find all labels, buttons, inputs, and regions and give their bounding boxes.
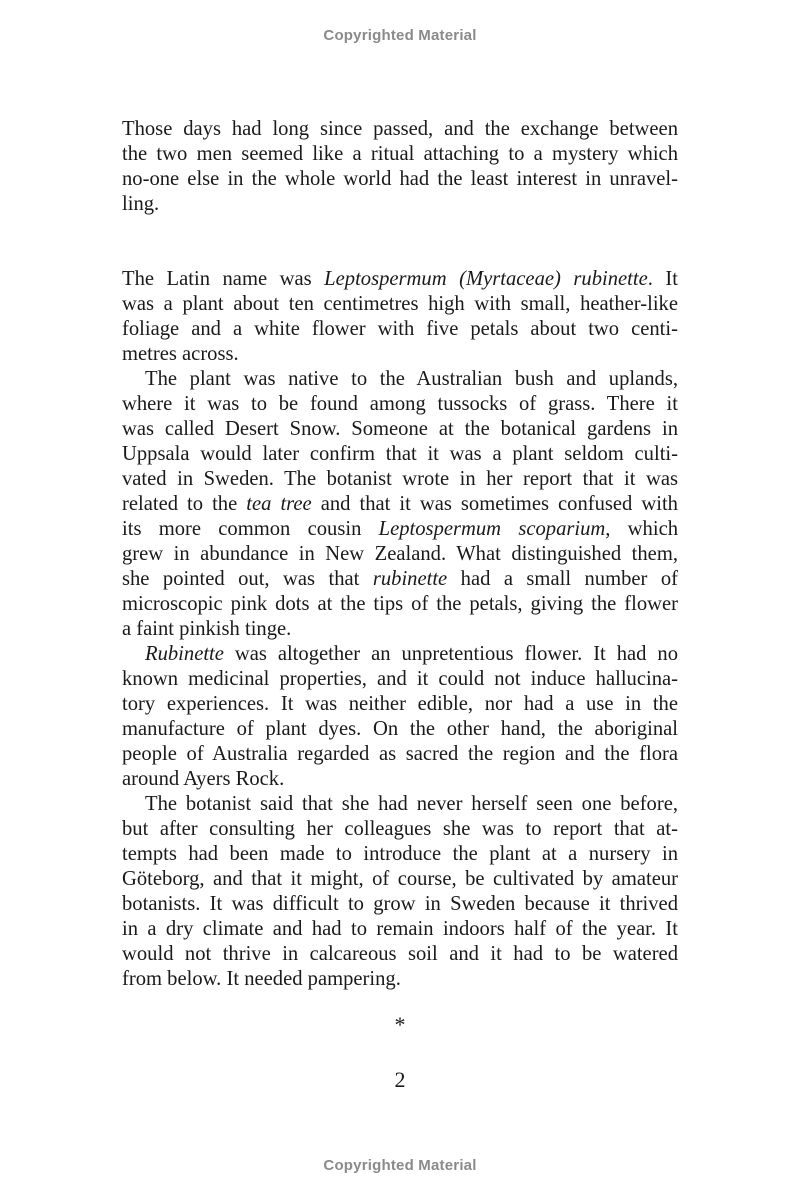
text-line — [122, 442, 678, 467]
text-run: but after consulting her colleagues she was to report that at- — [122, 818, 678, 840]
text-run: was a plant about ten centimetres high with small, heather-like — [122, 293, 678, 315]
paragraph — [122, 367, 678, 642]
text-run: microscopic pink dots at the tips of the petals, giving the flower — [122, 593, 678, 615]
text-run: and that it was sometimes confused with — [311, 493, 678, 515]
text-run: . It — [647, 268, 678, 290]
text-run: the two men seemed like a ritual attaching to a mystery which — [122, 143, 678, 165]
text-line — [122, 317, 678, 342]
text-run: where it was to be found among tussocks of grass. There it — [122, 393, 678, 415]
text-run: tory experiences. It was neither edible, nor had a use in the — [122, 693, 678, 715]
text-run: grew in abundance in New Zealand. What distinguished them, — [122, 543, 678, 565]
text-line — [122, 692, 678, 717]
text-run: The botanist said that she had never herself seen one before, — [145, 793, 678, 815]
text-line — [122, 267, 678, 292]
paragraph — [122, 792, 678, 992]
text-run: was called Desert Snow. Someone at the botanical gardens in — [122, 418, 678, 440]
text-line — [122, 517, 678, 542]
text-run: The Latin name was — [122, 268, 325, 290]
text-line — [122, 142, 678, 167]
text-line — [122, 117, 678, 142]
text-run: she pointed out, was that — [122, 568, 373, 590]
text-run: around Ayers Rock. — [122, 768, 285, 790]
text-run: people of Australia regarded as sacred the region and the flora — [122, 743, 678, 765]
text-line — [122, 492, 678, 517]
text-run: in a dry climate and had to remain indoors half of the year. It — [122, 918, 678, 940]
italic-term: tea tree — [246, 493, 312, 515]
text-run: , which — [605, 518, 678, 540]
paragraph — [122, 117, 678, 217]
text-line — [122, 617, 678, 642]
text-line — [122, 792, 678, 817]
text-line — [122, 592, 678, 617]
text-line — [122, 892, 678, 917]
text-run: its more common cousin — [122, 518, 379, 540]
text-run: ling. — [122, 193, 160, 215]
text-line — [122, 742, 678, 767]
text-run: had a small number of — [447, 568, 678, 590]
text-run: a faint pinkish tinge. — [122, 618, 292, 640]
text-line — [122, 167, 678, 192]
text-run: tempts had been made to introduce the plant at a nursery in — [122, 843, 678, 865]
text-run: Those days had long since passed, and the exchange between — [122, 118, 678, 140]
text-run: was altogether an unpretentious flower. It had no — [223, 643, 678, 665]
text-run: from below. It needed pampering. — [122, 968, 401, 990]
text-run: The plant was native to the Australian bush and uplands, — [145, 368, 678, 390]
text-line — [122, 842, 678, 867]
text-line — [122, 767, 678, 792]
page-number: 2 — [394, 1067, 406, 1092]
italic-term: Leptospermum scoparium — [378, 518, 606, 540]
copyright-watermark-top: Copyrighted Material — [323, 27, 477, 44]
text-run: no-one else in the whole world had the least interest in unravel- — [122, 168, 678, 190]
opening-paragraph-block — [122, 117, 678, 217]
copyright-watermark-bottom: Copyrighted Material — [323, 1157, 477, 1174]
italic-term: Leptospermum (Myrtaceae) rubinette — [324, 268, 648, 290]
text-run: Uppsala would later confirm that it was a plant seldom culti- — [122, 443, 678, 465]
paragraph — [122, 642, 678, 792]
italic-term: rubinette — [372, 568, 448, 590]
section-break-asterisk: * — [394, 1012, 406, 1037]
text-run: known medicinal properties, and it could not induce hallucina- — [122, 668, 678, 690]
text-line — [122, 967, 678, 992]
text-line — [122, 467, 678, 492]
paragraph — [122, 267, 678, 367]
main-text-block — [122, 267, 678, 992]
text-line — [122, 192, 678, 217]
text-run: vated in Sweden. The botanist wrote in her report that it was — [122, 468, 678, 490]
text-line — [122, 817, 678, 842]
text-run: Göteborg, and that it might, of course, be cultivated by amateur — [122, 868, 678, 890]
italic-term: Rubinette — [145, 643, 224, 665]
text-line — [122, 942, 678, 967]
text-line — [122, 717, 678, 742]
text-run: botanists. It was difficult to grow in Sweden because it thrived — [122, 893, 678, 915]
text-run: manufacture of plant dyes. On the other hand, the aboriginal — [122, 718, 678, 740]
text-line — [122, 367, 678, 392]
text-line — [122, 567, 678, 592]
text-line — [122, 342, 678, 367]
text-line — [122, 867, 678, 892]
text-run: would not thrive in calcareous soil and it had to be watered — [122, 943, 678, 965]
text-line — [122, 642, 678, 667]
text-line — [122, 417, 678, 442]
text-line — [122, 667, 678, 692]
text-line — [122, 392, 678, 417]
text-run: foliage and a white flower with five petals about two centi- — [122, 318, 678, 340]
text-line — [122, 917, 678, 942]
text-line — [122, 292, 678, 317]
text-line — [122, 542, 678, 567]
text-run: metres across. — [122, 343, 239, 365]
text-run: related to the — [122, 493, 247, 515]
